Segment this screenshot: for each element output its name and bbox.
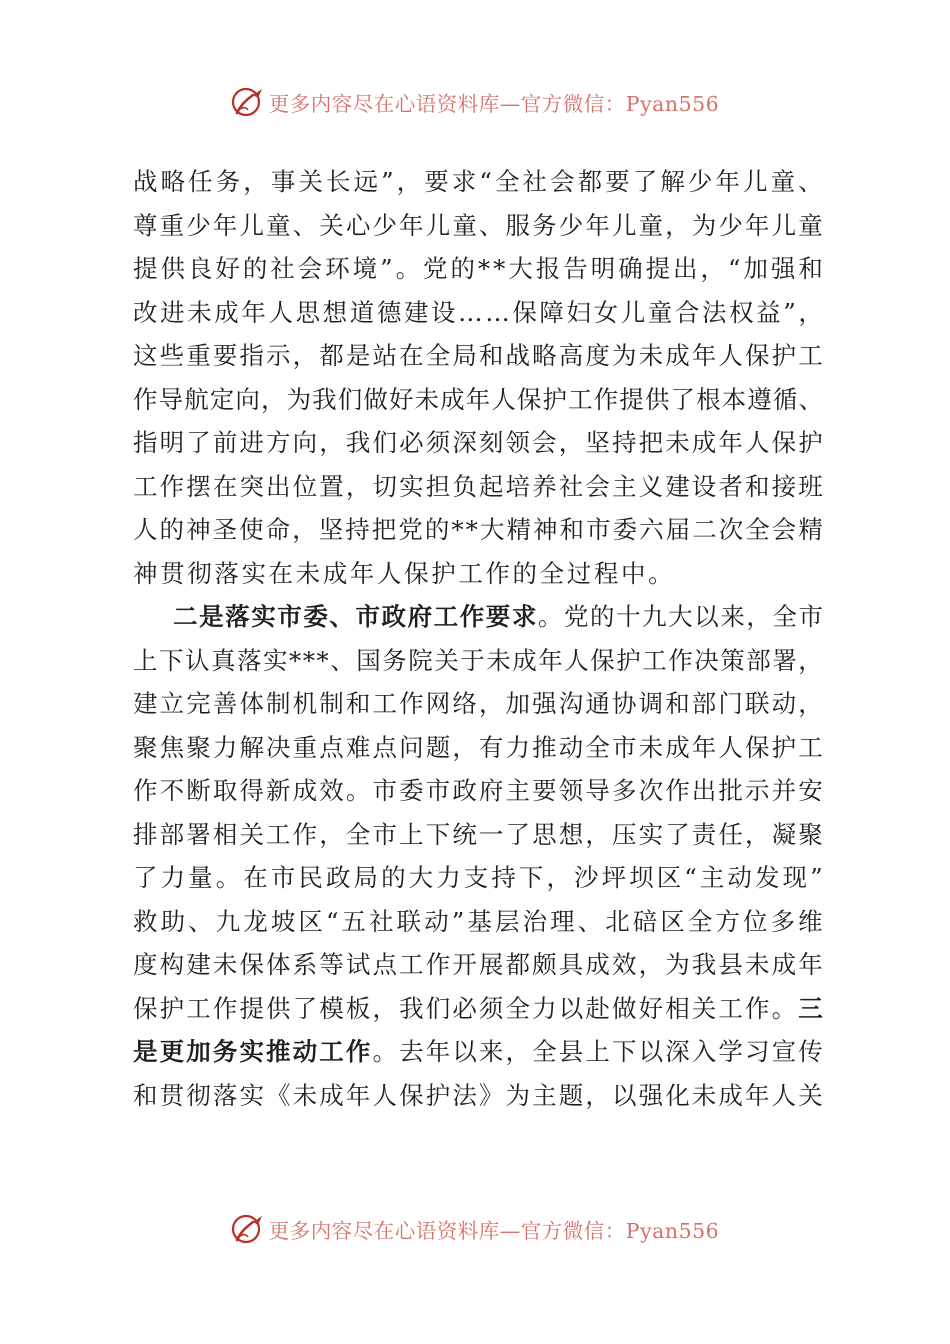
- document-body: [133, 160, 823, 1117]
- banner-text: 更多内容尽在心语资料库—官方微信：Pyan556: [268, 1219, 720, 1243]
- text-line: 战 略 任 务 ， 事 关 长 远 ” ， 要 求 “ 全 社 会 都 要 了 解 少 年 儿 童 、: [133, 167, 823, 196]
- text-line: 和 贯 彻 落 实 《 未 成 年 人 保 护 法 》 为 主 题 ， 以 强 化 未 成 年 人 关: [133, 1080, 823, 1110]
- text-line: 工 作 摆 在 突 出 位 置 ， 切 实 担 负 起 培 养 社 会 主 义 建 设 者 和 接 班: [133, 471, 823, 501]
- text-line: 上 下 认 真 落 实 * * * 、 国 务 院 关 于 未 成 年 人 保 护 工 作 决 策 部 署 ，: [133, 645, 823, 675]
- text-line: 聚 焦 聚 力 解 决 重 点 难 点 问 题 ， 有 力 推 动 全 市 未 成 年 人 保 护 工: [133, 732, 823, 762]
- text-line: 尊 重 少 年 儿 童 、 关 心 少 年 儿 童 、 服 务 少 年 儿 童 ， 为 少 年 儿 童: [133, 210, 823, 240]
- text-line: 作 不 断 取 得 新 成 效 。 市 委 市 政 府 主 要 领 导 多 次 作 出 批 示 并 安: [133, 776, 823, 805]
- text-line: 建 立 完 善 体 制 机 制 和 工 作 网 络 ， 加 强 沟 通 协 调 和 部 门 联 动 ，: [133, 689, 823, 718]
- pen-logo-icon: [231, 85, 265, 119]
- text-line: 这 些 重 要 指 示 ， 都 是 站 在 全 局 和 战 略 高 度 为 未 成 年 人 保 护 工: [133, 341, 823, 370]
- paragraph-2: [133, 595, 823, 1117]
- text-line: 是 更 加 务 实 推 动 工 作 。 去 年 以 来 ， 全 县 上 下 以 深 入 学 习 宣 传: [133, 1037, 823, 1066]
- text-line: 提 供 良 好 的 社 会 环 境 ” 。 党 的 * * 大 报 告 明 确 提 出 ， “ 加 强 和: [133, 254, 823, 283]
- text-line: 保 护 工 作 提 供 了 模 板 ， 我 们 必 须 全 力 以 赴 做 好 相 关 工 作 。 三: [133, 993, 823, 1023]
- text-line: 排 部 署 相 关 工 作 ， 全 市 上 下 统 一 了 思 想 ， 压 实 了 责 任 ， 凝 聚: [133, 819, 823, 849]
- text-line: 神 贯 彻 落 实 在 未 成 年 人 保 护 工 作 的 全 过 程 中 。: [133, 558, 676, 588]
- text-line: 指 明 了 前 进 方 向 ， 我 们 必 须 深 刻 领 会 ， 坚 持 把 未 成 年 人 保 护: [133, 428, 823, 457]
- text-line: 了 力 量 。 在 市 民 政 局 的 大 力 支 持 下 ， 沙 坪 坝 区 “ 主 动 发 现 ”: [133, 863, 823, 892]
- text-line: 作 导 航 定 向 ， 为 我 们 做 好 未 成 年 人 保 护 工 作 提 供 了 根 本 遵 循 、: [133, 384, 823, 414]
- header-banner: [0, 82, 950, 122]
- paragraph-1: [133, 160, 823, 595]
- banner-text: 更多内容尽在心语资料库—官方微信：Pyan556: [268, 92, 720, 116]
- text-line: 人 的 神 圣 使 命 ， 坚 持 把 党 的 * * 大 精 神 和 市 委 六 届 二 次 全 会 精: [133, 515, 823, 544]
- text-line: 二 是 落 实 市 委 、 市 政 府 工 作 要 求 。 党 的 十 九 大 以 来 ， 全 市: [173, 602, 823, 631]
- text-line: 救 助 、 九 龙 坡 区 “ 五 社 联 动 ” 基 层 治 理 、 北 碚 区 全 方 位 多 维: [133, 906, 823, 936]
- pen-logo-icon: [231, 1212, 265, 1246]
- text-line: 改 进 未 成 年 人 思 想 道 德 建 设 … … 保 障 妇 女 儿 童 合 法 权 益 ” ，: [133, 297, 823, 327]
- text-line: 度 构 建 未 保 体 系 等 试 点 工 作 开 展 都 颇 具 成 效 ， 为 我 县 未 成 年: [133, 950, 823, 979]
- footer-banner: [0, 1209, 950, 1249]
